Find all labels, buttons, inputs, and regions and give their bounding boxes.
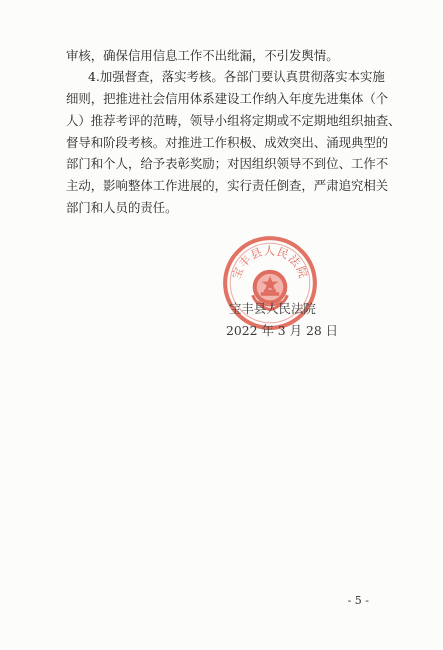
- paragraph-line: 主动，影响整体工作进展的，实行责任倒查，严肃追究相关: [66, 178, 389, 193]
- issuer-name: 宝丰县人民法院: [229, 301, 316, 316]
- paragraph-line: 部门和个人，给予表彰奖励；对因组织领导不到位、工作不: [66, 156, 389, 171]
- page-number: - 5 -: [347, 594, 369, 607]
- paragraph-line: 人）推荐考评的范畴，领导小组将定期或不定期地组织抽查、: [66, 113, 401, 128]
- paragraph-line: 部门和人员的责任。: [66, 200, 178, 215]
- paragraph-line: 细则，把推进社会信用体系建设工作纳入年度先进集体（个: [66, 91, 389, 106]
- paragraph-line: 审核，确保信用信息工作不出纰漏，不引发舆情。: [66, 48, 339, 63]
- svg-text:宝丰县人民法院: 宝丰县人民法院: [229, 244, 311, 281]
- paragraph-line: 督导和阶段考核。对推进工作积极、成效突出、涌现典型的: [66, 135, 389, 150]
- paragraph-line: 4.加强督查，落实考核。各部门要认真贯彻落实本实施: [88, 69, 385, 84]
- document-date: 2022 年 3 月 28 日: [226, 323, 339, 338]
- official-seal: [219, 232, 321, 334]
